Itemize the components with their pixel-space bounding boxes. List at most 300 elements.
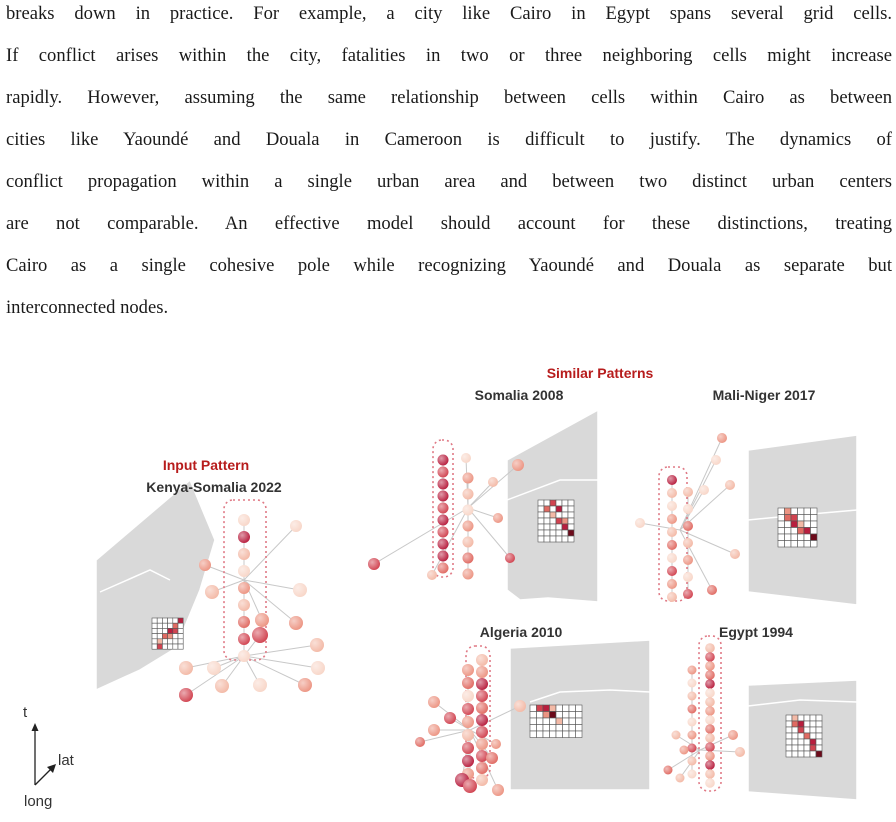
- egypt-column-node: [688, 744, 697, 753]
- grid-cell: [157, 618, 162, 623]
- grid-cell: [562, 506, 568, 512]
- grid-cell: [550, 718, 557, 725]
- grid-cell: [791, 528, 798, 535]
- algeria-column-node: [476, 714, 488, 726]
- grid-cell: [173, 634, 178, 639]
- grid-cell: [798, 721, 804, 727]
- grid-cell: [804, 541, 811, 548]
- grid-cell: [157, 628, 162, 633]
- egypt-graph-node: [680, 746, 689, 755]
- node-highlight: [705, 670, 715, 680]
- grid-algeria: [530, 705, 582, 738]
- node-highlight: [179, 661, 193, 675]
- grid-cell: [543, 705, 550, 712]
- input-column-node: [238, 582, 250, 594]
- node-highlight: [463, 569, 474, 580]
- mali-column-node: [683, 555, 693, 565]
- algeria-column-node: [476, 774, 488, 786]
- node-highlight: [462, 716, 474, 728]
- node-highlight: [199, 559, 211, 571]
- node-highlight: [368, 558, 380, 570]
- grid-cell: [550, 506, 556, 512]
- panel-title-somalia: Somalia 2008: [474, 387, 564, 403]
- node-highlight: [688, 666, 697, 675]
- node-highlight: [699, 485, 709, 495]
- grid-cell: [543, 712, 550, 719]
- input-column-node: [238, 650, 250, 662]
- node-highlight: [705, 661, 715, 671]
- grid-cell: [786, 715, 792, 721]
- grid-cell: [785, 541, 792, 548]
- egypt-column-node: [705, 688, 715, 698]
- node-highlight: [238, 633, 250, 645]
- node-highlight: [717, 433, 727, 443]
- grid-cell: [556, 725, 563, 732]
- algeria-column-node: [476, 666, 488, 678]
- node-highlight: [688, 705, 697, 714]
- grid-cell: [550, 536, 556, 542]
- grid-cell: [791, 508, 798, 515]
- input-pattern-heading: Input Pattern: [162, 457, 250, 473]
- node-highlight: [463, 537, 474, 548]
- grid-cell: [530, 718, 537, 725]
- graph-edge: [244, 580, 296, 623]
- grid-cell: [550, 712, 557, 719]
- node-highlight: [476, 726, 488, 738]
- grid-cell: [152, 639, 157, 644]
- grid-cell: [816, 727, 822, 733]
- node-highlight: [438, 515, 449, 526]
- input-graph-node: [298, 678, 312, 692]
- node-highlight: [705, 706, 715, 716]
- node-highlight: [493, 513, 503, 523]
- node-highlight: [730, 549, 740, 559]
- grid-cell: [816, 745, 822, 751]
- node-highlight: [463, 521, 474, 532]
- egypt-column-node: [705, 706, 715, 716]
- somalia-column-node: [438, 491, 449, 502]
- grid-cell: [544, 518, 550, 524]
- grid-cell: [804, 739, 810, 745]
- grid-cell: [168, 623, 173, 628]
- grid-cell: [178, 618, 183, 623]
- node-highlight: [664, 766, 673, 775]
- grid-cell: [550, 518, 556, 524]
- node-highlight: [438, 551, 449, 562]
- grid-cell: [537, 725, 544, 732]
- grid-cell: [785, 521, 792, 528]
- grid-cell: [550, 512, 556, 518]
- somalia-column-node: [438, 551, 449, 562]
- graph-edge: [244, 645, 317, 656]
- grid-cell: [576, 705, 583, 712]
- node-highlight: [705, 733, 715, 743]
- node-highlight: [438, 455, 449, 466]
- node-highlight: [476, 750, 488, 762]
- algeria-column-node: [462, 677, 474, 689]
- node-highlight: [463, 553, 474, 564]
- t-axis-arrow: [32, 723, 39, 731]
- egypt-column-node: [705, 715, 715, 725]
- node-highlight: [486, 752, 498, 764]
- grid-cell: [563, 712, 570, 719]
- mali-column-node: [667, 540, 677, 550]
- grid-cell: [778, 528, 785, 535]
- node-highlight: [438, 527, 449, 538]
- node-highlight: [179, 688, 193, 702]
- grid-cell: [804, 745, 810, 751]
- node-highlight: [238, 548, 250, 560]
- grid-cell: [537, 705, 544, 712]
- node-highlight: [298, 678, 312, 692]
- node-highlight: [253, 678, 267, 692]
- paragraph-line: are not comparable. An effective model should account for these distinctions, treating: [6, 213, 892, 234]
- somalia-graph-node: [461, 453, 471, 463]
- grid-cell: [162, 618, 167, 623]
- node-highlight: [462, 703, 474, 715]
- input-column-node: [238, 514, 250, 526]
- grid-cell: [792, 745, 798, 751]
- grid-cell: [173, 618, 178, 623]
- paragraph-line: rapidly. However, assuming the same relationship between cells within Cairo as between: [6, 87, 892, 108]
- input-graph-node: [179, 661, 193, 675]
- node-highlight: [238, 565, 250, 577]
- algeria-column-node: [476, 654, 488, 666]
- grid-cell: [792, 739, 798, 745]
- egypt-column-node: [688, 770, 697, 779]
- grid-cell: [811, 528, 818, 535]
- mali-column-node: [667, 592, 677, 602]
- input-graph-node: [205, 585, 219, 599]
- grid-cell: [173, 639, 178, 644]
- similar-patterns-heading: Similar Patterns: [546, 365, 654, 381]
- grid-cell: [173, 644, 178, 649]
- node-highlight: [705, 760, 715, 770]
- grid-cell: [152, 618, 157, 623]
- grid-cell: [162, 623, 167, 628]
- input-column-node: [238, 531, 250, 543]
- grid-cell: [816, 721, 822, 727]
- grid-cell: [798, 727, 804, 733]
- node-highlight: [238, 514, 250, 526]
- egypt-graph-node: [672, 731, 681, 740]
- grid-cell: [569, 731, 576, 738]
- grid-cell: [152, 628, 157, 633]
- grid-cell: [810, 727, 816, 733]
- node-highlight: [683, 504, 693, 514]
- grid-cell: [537, 712, 544, 719]
- grid-cell: [152, 644, 157, 649]
- node-highlight: [476, 738, 488, 750]
- node-highlight: [688, 744, 697, 753]
- algeria-graph-node: [463, 779, 477, 793]
- lat-axis-label: lat: [58, 752, 74, 769]
- grid-egypt: [786, 715, 822, 757]
- mali-column-node: [683, 521, 693, 531]
- grid-cell: [804, 515, 811, 522]
- algeria-graph-node: [444, 712, 456, 724]
- grid-cell: [178, 628, 183, 633]
- somalia-column-node: [438, 455, 449, 466]
- node-highlight: [688, 718, 697, 727]
- grid-cell: [798, 739, 804, 745]
- grid-cell: [792, 727, 798, 733]
- node-highlight: [476, 690, 488, 702]
- input-graph-node: [207, 661, 221, 675]
- node-highlight: [667, 488, 677, 498]
- node-highlight: [667, 592, 677, 602]
- grid-cell: [162, 644, 167, 649]
- node-highlight: [667, 540, 677, 550]
- mali-graph-node: [635, 518, 645, 528]
- node-highlight: [492, 784, 504, 796]
- somalia-graph-node: [488, 477, 498, 487]
- grid-cell: [157, 639, 162, 644]
- grid-cell: [804, 521, 811, 528]
- grid-cell: [798, 715, 804, 721]
- node-highlight: [683, 487, 693, 497]
- grid-cell: [544, 524, 550, 530]
- node-highlight: [688, 757, 697, 766]
- node-highlight: [438, 467, 449, 478]
- mali-column-node: [667, 553, 677, 563]
- grid-cell: [576, 731, 583, 738]
- grid-cell: [550, 500, 556, 506]
- node-highlight: [705, 742, 715, 752]
- node-highlight: [725, 480, 735, 490]
- node-highlight: [462, 742, 474, 754]
- node-highlight: [463, 505, 474, 516]
- grid-cell: [544, 506, 550, 512]
- node-highlight: [672, 731, 681, 740]
- grid-cell: [556, 731, 563, 738]
- grid-cell: [556, 718, 563, 725]
- algeria-graph-node: [486, 752, 498, 764]
- algeria-column-node: [476, 762, 488, 774]
- node-highlight: [680, 746, 689, 755]
- grid-cell: [168, 634, 173, 639]
- node-highlight: [705, 715, 715, 725]
- egypt-column-node: [705, 733, 715, 743]
- algeria-column-node: [462, 703, 474, 715]
- grid-cell: [568, 524, 574, 530]
- mali-column-node: [683, 538, 693, 548]
- grid-kenya-somalia: [152, 618, 183, 649]
- node-highlight: [667, 579, 677, 589]
- algeria-graph-node: [428, 696, 440, 708]
- algeria-graph-node: [514, 700, 526, 712]
- grid-cell: [562, 518, 568, 524]
- egypt-graph-node: [664, 766, 673, 775]
- algeria-column-node: [462, 690, 474, 702]
- grid-cell: [562, 512, 568, 518]
- mali-column-node: [667, 488, 677, 498]
- grid-cell: [816, 739, 822, 745]
- egypt-column-node: [705, 760, 715, 770]
- egypt-column-node: [688, 757, 697, 766]
- algeria-graph-node: [415, 737, 425, 747]
- grid-cell: [568, 500, 574, 506]
- egypt-graph-node: [735, 747, 745, 757]
- node-highlight: [705, 688, 715, 698]
- grid-cell: [798, 541, 805, 548]
- grid-cell: [538, 530, 544, 536]
- node-highlight: [476, 714, 488, 726]
- mali-column-node: [667, 527, 677, 537]
- grid-cell: [785, 508, 792, 515]
- node-highlight: [290, 520, 302, 532]
- node-highlight: [711, 455, 721, 465]
- node-highlight: [462, 664, 474, 676]
- grid-cell: [804, 721, 810, 727]
- grid-cell: [778, 515, 785, 522]
- node-highlight: [476, 762, 488, 774]
- egypt-column-node: [688, 666, 697, 675]
- somalia-column-node: [438, 563, 449, 574]
- grid-cell: [798, 534, 805, 541]
- somalia-column-node: [438, 479, 449, 490]
- grid-cell: [162, 639, 167, 644]
- grid-cell: [537, 718, 544, 725]
- grid-cell: [810, 721, 816, 727]
- egypt-column-node: [688, 705, 697, 714]
- egypt-column-node: [705, 679, 715, 689]
- grid-cell: [562, 530, 568, 536]
- node-highlight: [688, 692, 697, 701]
- grid-cell: [556, 536, 562, 542]
- mali-column-node: [667, 514, 677, 524]
- node-highlight: [476, 666, 488, 678]
- node-highlight: [688, 731, 697, 740]
- grid-cell: [785, 534, 792, 541]
- somalia-column-node: [438, 515, 449, 526]
- grid-cell: [538, 518, 544, 524]
- grid-cell: [804, 733, 810, 739]
- grid-cell: [791, 515, 798, 522]
- grid-cell: [798, 733, 804, 739]
- egypt-column-node: [705, 670, 715, 680]
- input-column-node: [238, 616, 250, 628]
- mali-column-node: [683, 504, 693, 514]
- egypt-graph-node: [728, 730, 738, 740]
- somalia-graph-node: [427, 570, 437, 580]
- grid-cell: [168, 639, 173, 644]
- mali-graph-node: [707, 585, 717, 595]
- node-highlight: [667, 527, 677, 537]
- input-graph-node: [289, 616, 303, 630]
- node-highlight: [705, 697, 715, 707]
- node-highlight: [238, 531, 250, 543]
- algeria-column-node: [462, 742, 474, 754]
- grid-cell: [556, 500, 562, 506]
- node-highlight: [461, 453, 471, 463]
- grid-cell: [556, 512, 562, 518]
- grid-cell: [568, 518, 574, 524]
- grid-cell: [550, 524, 556, 530]
- axes-indicator: [23, 704, 75, 810]
- grid-cell: [563, 705, 570, 712]
- grid-cell: [810, 751, 816, 757]
- grid-cell: [816, 751, 822, 757]
- node-highlight: [428, 696, 440, 708]
- node-highlight: [438, 539, 449, 550]
- grid-cell: [792, 715, 798, 721]
- node-highlight: [705, 769, 715, 779]
- egypt-column-node: [705, 652, 715, 662]
- grid-cell: [778, 534, 785, 541]
- grid-cell: [556, 530, 562, 536]
- grid-cell: [778, 508, 785, 515]
- somalia-graph-node: [512, 459, 524, 471]
- panel-title-algeria: Algeria 2010: [479, 624, 563, 640]
- grid-cell: [804, 727, 810, 733]
- node-highlight: [688, 770, 697, 779]
- input-graph-node: [290, 520, 302, 532]
- grid-cell: [556, 705, 563, 712]
- node-highlight: [683, 589, 693, 599]
- grid-cell: [178, 639, 183, 644]
- node-highlight: [667, 501, 677, 511]
- graph-edge: [700, 735, 733, 750]
- grid-cell: [810, 715, 816, 721]
- node-highlight: [444, 712, 456, 724]
- grid-cell: [152, 634, 157, 639]
- grid-cell: [786, 727, 792, 733]
- node-highlight: [683, 572, 693, 582]
- pattern-figure: [0, 330, 896, 822]
- somalia-column-node: [438, 539, 449, 550]
- node-highlight: [705, 643, 715, 653]
- algeria-column-node: [476, 702, 488, 714]
- grid-cell: [530, 731, 537, 738]
- mali-column-node: [683, 589, 693, 599]
- node-highlight: [705, 724, 715, 734]
- input-column-node: [238, 548, 250, 560]
- grid-cell: [550, 731, 557, 738]
- grid-cell: [798, 521, 805, 528]
- grid-cell: [804, 534, 811, 541]
- node-highlight: [289, 616, 303, 630]
- grid-cell: [778, 521, 785, 528]
- grid-cell: [791, 541, 798, 548]
- grid-cell: [530, 725, 537, 732]
- input-graph-node: [252, 627, 268, 643]
- node-highlight: [683, 521, 693, 531]
- node-highlight: [476, 678, 488, 690]
- panel-title-mali-niger: Mali-Niger 2017: [712, 387, 816, 403]
- grid-cell: [816, 733, 822, 739]
- grid-cell: [537, 731, 544, 738]
- node-highlight: [293, 583, 307, 597]
- mali-column-node: [683, 487, 693, 497]
- node-highlight: [238, 582, 250, 594]
- node-highlight: [462, 690, 474, 702]
- somalia-column-node: [438, 467, 449, 478]
- grid-cell: [563, 718, 570, 725]
- algeria-column-node: [462, 716, 474, 728]
- grid-cell: [792, 733, 798, 739]
- grid-cell: [543, 725, 550, 732]
- mali-graph-node: [699, 485, 709, 495]
- grid-cell: [804, 715, 810, 721]
- grid-cell: [576, 718, 583, 725]
- grid-mali-niger: [778, 508, 817, 547]
- node-highlight: [667, 514, 677, 524]
- somalia-graph-node: [368, 558, 380, 570]
- somalia-column-node: [463, 505, 474, 516]
- figure-canvas: [0, 330, 896, 822]
- grid-cell: [178, 644, 183, 649]
